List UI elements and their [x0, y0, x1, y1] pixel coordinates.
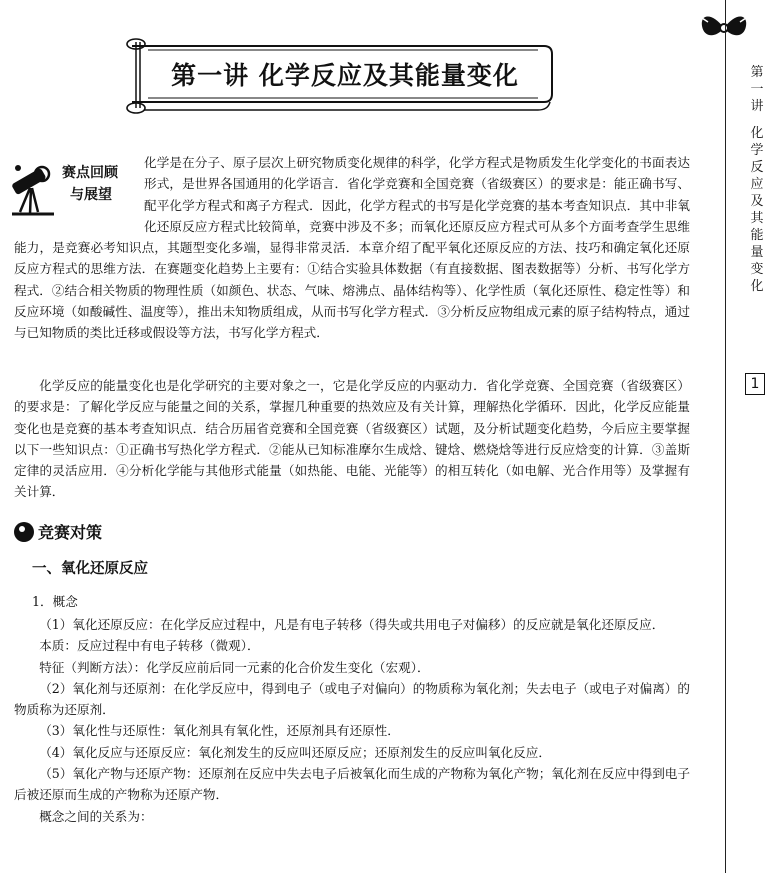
concept-item: （3）氧化性与还原性：氧化剂具有氧化性，还原剂具有还原性． — [39, 723, 400, 739]
energy-paragraph: 化学反应的能量变化也是化学研究的主要对象之一，它是化学反应的内驱动力．省化学竞赛、全国竞赛（省级赛区）的要求是：了解化学反应与能量之间的关系，掌握几种重要的热效应及有关计算，理解热化学循环．因此，化学反应能量变化也是竞赛的基本考查知识点．结合历届省竞赛和全国竞赛（省级赛区）试题，及分析试题变化趋势，今后应主要掌握以下一些知识点：①正确书写热化学方程式．②能从已知标准摩尔生成焓、键焓、燃烧焓等进行反应焓变的计算．③盖斯定律的灵活应用．④分析化学能与其他形式能量（如热能、电能、光能等）的相互转化（如电解、光合作用等）及掌握有关计算． — [14, 378, 690, 500]
margin-rule — [725, 0, 726, 873]
side-chapter-label — [746, 64, 768, 295]
concept-item: （5）氧化产物与还原产物：还原剂在反应中失去电子后被氧化而生成的产物称为氧化产物；氧化剂在反应中得到电子后被还原而生成的产物称为还原产物． — [14, 766, 690, 803]
concept-item: 特征（判断方法）：化学反应前后同一元素的化合价发生变化（宏观）． — [39, 659, 430, 675]
concept-item: 概念之间的关系为： — [39, 808, 153, 824]
badge-line-2: 与展望 — [70, 187, 112, 203]
page-number: 1 — [745, 373, 765, 395]
side-chapter-title: 化学反应及其能量变化 — [750, 126, 764, 294]
badge-line-1: 赛点回顾 — [62, 165, 118, 181]
section-title: 一、氧化还原反应 — [32, 561, 148, 577]
concept-item: （2）氧化剂与还原剂：在化学反应中，得到电子（或电子对偏向）的物质称为氧化剂；失去电子（或电子对偏离）的物质称为还原剂． — [14, 680, 690, 718]
concept-list — [14, 614, 690, 827]
ball-icon — [14, 522, 34, 542]
bow-decoration-icon — [698, 8, 750, 48]
page-title: 第一讲 化学反应及其能量变化 — [171, 61, 519, 90]
title-banner — [118, 36, 558, 116]
intro-paragraph — [14, 152, 690, 344]
concept-item: （1）氧化还原反应：在化学反应过程中，凡是有电子转移（得失或共用电子对偏移）的反应就是氧化还原反应． — [39, 617, 665, 632]
side-chapter-number: 第一讲 — [750, 65, 764, 114]
concept-item: 本质：反应过程中有电子转移（微观）． — [39, 638, 260, 654]
concept-item: （4）氧化反应与还原反应：氧化剂发生的反应叫还原反应；还原剂发生的反应叫氧化反应． — [39, 744, 551, 760]
strategy-heading — [14, 520, 102, 546]
strategy-label: 竞赛对策 — [38, 523, 103, 542]
subsection-title: 1．概念 — [32, 594, 78, 609]
intro-text: 化学是在分子、原子层次上研究物质变化规律的科学，化学方程式是物质发生化学变化的书面表达形式，是世界各国通用的化学语言．省化学竞赛和全国竞赛（省级赛区）的要求是：能正确书写、配平化学方程式和离子方程式．因此，化学方程式的书写是化学竞赛的基本考查知识点．其中非氧化还原反应方程式比较简单，竞赛中涉及不多；而氧化还原反应方程式可从多个方面考查学生思维能力，是竞赛必考知识点，其题型变化多端，显得非常灵活．本章介绍了配平氧化还原反应的方法、技巧和确定氧化还原反应方程式的思维方法．在赛题变化趋势上主要有：①结合实验具体数据（有直接数据、图表数据等）分析、书写化学方程式．②结合相关物质的物理性质（如颜色、状态、气味、熔沸点、晶体结构等）、化学性质（氧化还原性、稳定性等）和反应环境（如酸碱性、温度等），推出未知物质组成，从而书写化学方程式．③分析反应物组成元素的原子结构特点，通过与已知物质的类比迁移或假设等方法，书写化学方程式． — [14, 155, 690, 341]
